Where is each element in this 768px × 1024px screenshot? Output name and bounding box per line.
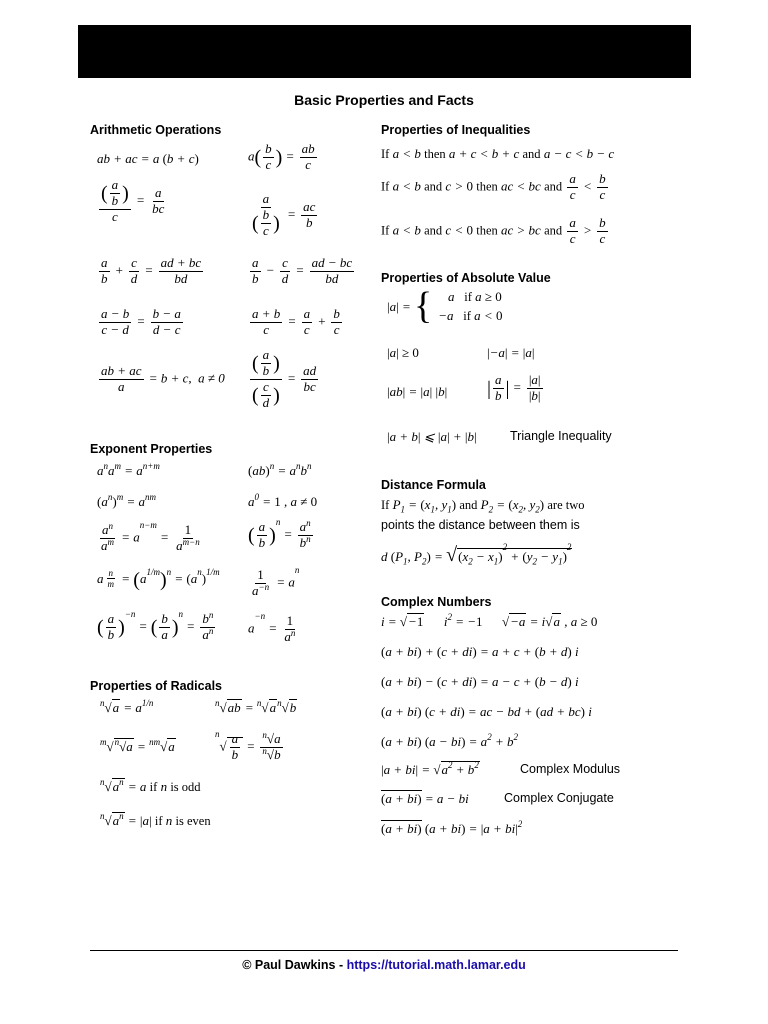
text-distance-line1: If $P_1 = (x_1$, $y_1$) and $P_2 = (x_2$, $y_2$) are two bbox=[381, 497, 585, 515]
label-is-odd: is odd bbox=[170, 780, 201, 794]
formula-complex-modulus: $|a + bi| = √a^2 + b^2$ bbox=[381, 760, 479, 777]
formula-radical-nested: $^m$√$^n$√a = $^{nm}$√a bbox=[100, 737, 175, 754]
formula-complex-conj-modulus: (a + bi) $(a + bi) = |a + bi|^2$ bbox=[381, 819, 523, 836]
formula-ineq-add: If a < b then a + c < b + c and a − c < b − c bbox=[381, 146, 615, 161]
footer-author: © Paul Dawkins - bbox=[242, 958, 347, 972]
formula-complex-conj-product: (a + bi) $(a - bi) = a^2 + b^2$ bbox=[381, 732, 518, 749]
heading-absolute: Properties of Absolute Value bbox=[381, 271, 551, 285]
text-distance-line2: points the distance between them is bbox=[381, 518, 580, 532]
formula-factor-fraction: $\frac{ab + ac}{a}$ = b + c, a ≠ 0 bbox=[101, 363, 225, 394]
formula-triangle-inequality: |a + b| ⩽ |a| + |b| bbox=[387, 429, 477, 444]
formula-abs-product: |ab| = |a| |b| bbox=[387, 384, 448, 399]
heading-arithmetic: Arithmetic Operations bbox=[90, 123, 222, 137]
formula-ineq-mult-negative: If a < b and c < 0 then ac > bc and $\frac{a}{c}$ > $\frac{b}{c}$ bbox=[381, 215, 606, 246]
formula-radical-quotient: $^n$√ $\frac{a}{b}$ = $\frac{^n√a}{^n√b}$ bbox=[215, 729, 281, 762]
formula-distributive: ab + ac = a (b + c) bbox=[97, 151, 199, 166]
formula-exp-negative: $a^{-n}$ = $\frac{1}{a^n}$ bbox=[248, 611, 296, 644]
formula-complex-multiply: (a + bi) (c + di) = ac − bd + (ad + bc) i bbox=[381, 704, 592, 719]
formula-complex-subtract: (a + bi) − (c + di) = a − c + (b − d) i bbox=[381, 674, 579, 689]
formula-abs-def: | a | = { a if a ≥ 0 −a if a < 0 bbox=[387, 285, 503, 327]
formula-negation-fraction: $\frac{a - b}{c - d}$ = $\frac{b - a}{d - c}$ bbox=[101, 306, 181, 337]
label-if: if bbox=[154, 814, 163, 828]
formula-exp-zero: $a^0 = 1$ , a ≠ 0 bbox=[248, 492, 318, 509]
page-title: Basic Properties and Facts bbox=[294, 92, 474, 108]
formula-exp-product: $a^na^m = a^{n+m}$ bbox=[97, 461, 160, 478]
formula-exp-product-power: $(ab)^n = a^nb^n$ bbox=[248, 461, 312, 478]
heading-exponent: Exponent Properties bbox=[90, 442, 213, 456]
formula-abs-quotient: | $\frac{a}{b}$ | = $\frac{|a|}{|b|}$ bbox=[487, 372, 541, 403]
formula-radical-def: $^n√a = a^{1/n}$ bbox=[100, 698, 154, 715]
formula-exp-quotient: $\frac{a^n}{a^m}$ = $a^{n-m}$ = $\frac{1}{a^{m-n}}$ bbox=[101, 520, 200, 553]
formula-split-fraction: $\frac{a + b}{c}$ = $\frac{a}{c}$ + $\frac{b}{c}$ bbox=[252, 306, 340, 337]
formula-complex-conjugate: (a + bi) = a − bi bbox=[381, 791, 469, 806]
formula-abs-neg: |−a| = |a| bbox=[487, 345, 535, 360]
label-if: if bbox=[149, 780, 158, 794]
formula-abs-nonneg: |a| ≥ 0 bbox=[387, 345, 419, 360]
formula-subtract-fractions: $\frac{a}{b}$ − $\frac{c}{d}$ = $\frac{ad - bc}{bd}$ bbox=[252, 255, 353, 286]
header-bar bbox=[78, 25, 691, 78]
formula-radical-odd: $^n√a^n = a$ if n is odd bbox=[100, 777, 201, 794]
label-triangle-inequality: Triangle Inequality bbox=[510, 429, 612, 443]
formula-complex-add: (a + bi) + (c + di) = a + c + (b + d) i bbox=[381, 644, 579, 659]
heading-radicals: Properties of Radicals bbox=[90, 679, 222, 693]
formula-ineq-mult-positive: If a < b and c > 0 then ac < bc and $\frac{a}{c}$ < $\frac{b}{c}$ bbox=[381, 171, 606, 202]
footer bbox=[0, 958, 768, 972]
formula-div-fraction-denominator: a ( $\frac{b}{c}$ ) = $\frac{ac}{b}$ bbox=[252, 191, 316, 238]
formula-distance: d ($P_1$, $P_2) = √(x_2 - x_1)^2 + (y_2 - y_1)^2$ bbox=[381, 542, 572, 567]
heading-distance: Distance Formula bbox=[381, 478, 486, 492]
label-complex-modulus: Complex Modulus bbox=[520, 762, 621, 776]
formula-radical-even: $^n√a^n = |a|$ if n is even bbox=[100, 811, 211, 828]
heading-complex: Complex Numbers bbox=[381, 595, 492, 609]
label-is-even: is even bbox=[175, 814, 211, 828]
formula-exp-rational: a $^{\frac{n}{m}}$ = $(a^{1/m})^n = (a^n)^{1/m}$ bbox=[97, 567, 220, 591]
formula-complex-i: i = √−1 $i^2 = -1$ √−a = i√a , a ≥ 0 bbox=[381, 612, 598, 629]
formula-exp-power: $(a^n)^m = a^{nm}$ bbox=[97, 492, 156, 509]
formula-add-fractions: $\frac{a}{b}$ + $\frac{c}{d}$ = $\frac{ad + bc}{bd}$ bbox=[101, 255, 202, 286]
formula-exp-negative-fraction: ( $\frac{a}{b}$ )$^{-n}$ = ( $\frac{b}{a}$ )$^n$ = $\frac{b^n}{a^n}$ bbox=[97, 609, 214, 642]
footer-link[interactable]: https://tutorial.math.lamar.edu bbox=[346, 958, 526, 972]
formula-exp-quotient-power: ( $\frac{a}{b}$ )$^n$ = $\frac{a^n}{b^n}$ bbox=[248, 517, 311, 550]
footer-divider bbox=[90, 950, 678, 951]
formula-radical-product: $^n√ab = ^n√a^n√b$ bbox=[215, 698, 297, 715]
formula-div-fraction-numerator: ( $\frac{a}{b}$ ) c = $\frac{a}{bc}$ bbox=[101, 177, 165, 224]
formula-exp-negative-recip: $\frac{1}{a^{-n}}$ = $a^n$ bbox=[252, 565, 300, 598]
formula-complex-fraction: ( $\frac{a}{b}$ ) ( $\frac{c}{d}$ ) = $\frac{ad}{bc}$ bbox=[252, 347, 317, 410]
label-complex-conjugate: Complex Conjugate bbox=[504, 791, 614, 805]
formula-mult-fraction: a( $\frac{b}{c}$ ) = $\frac{ab}{c}$ bbox=[248, 141, 315, 172]
heading-inequalities: Properties of Inequalities bbox=[381, 123, 531, 137]
